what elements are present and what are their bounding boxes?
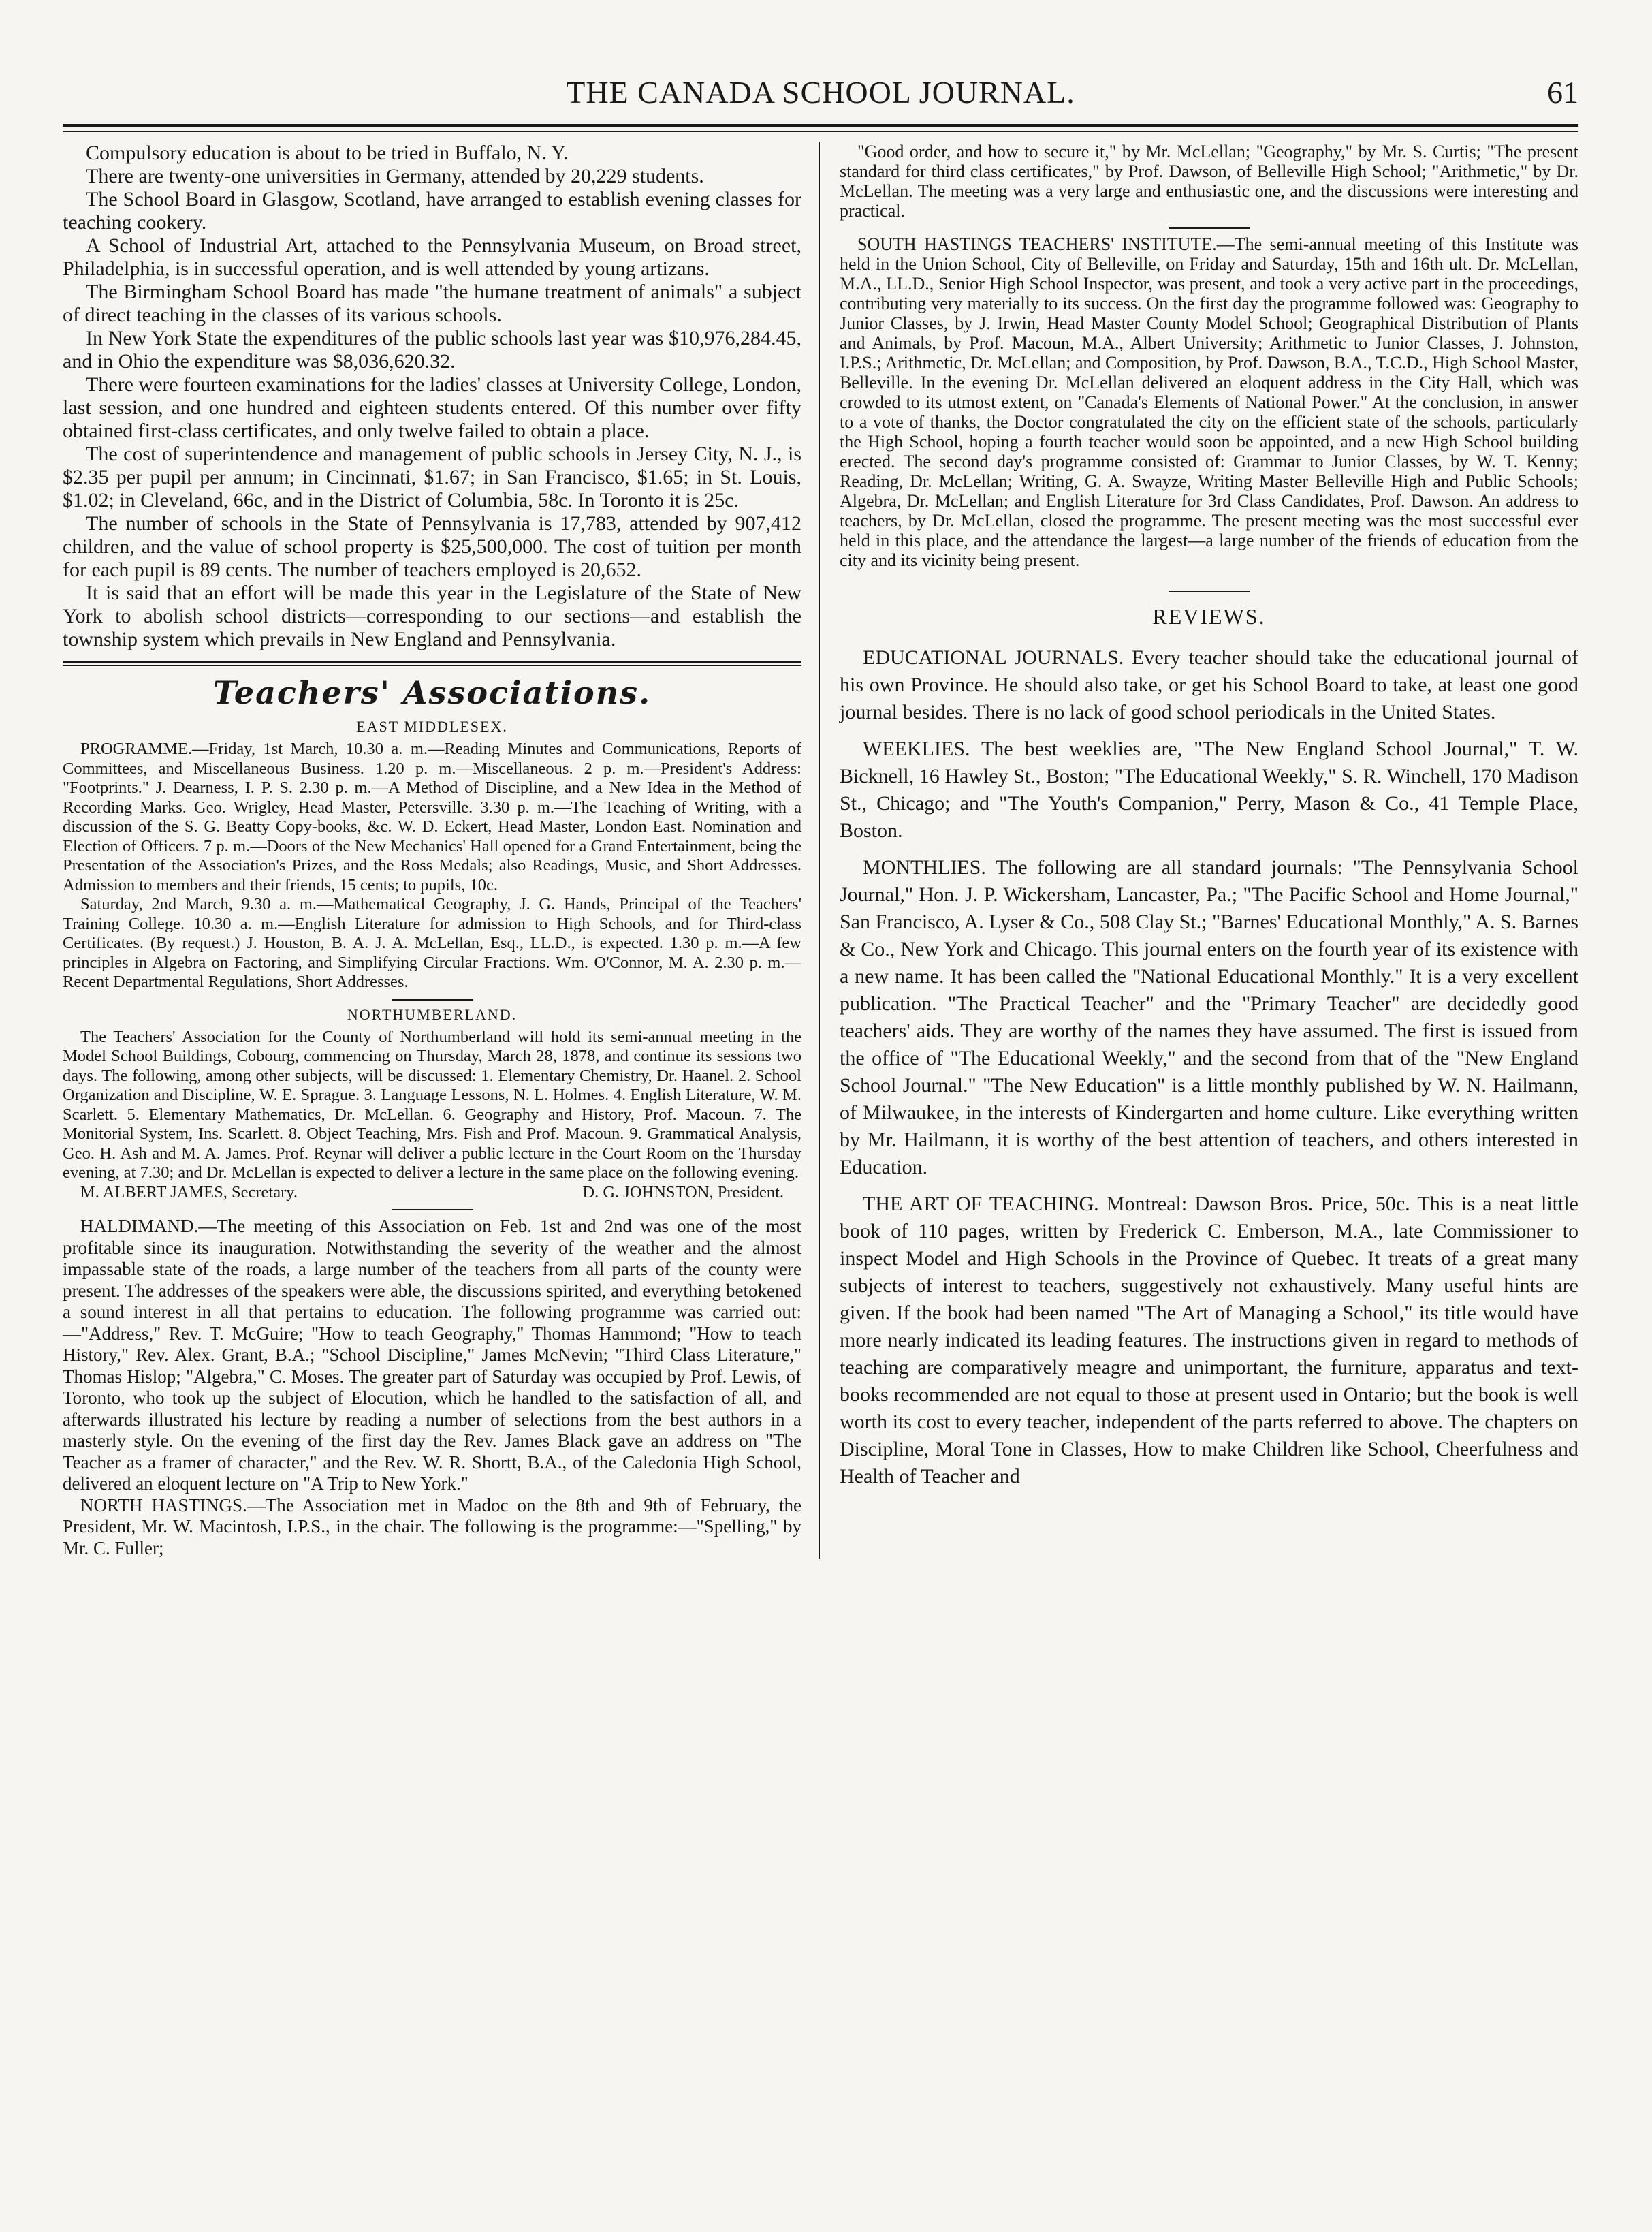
news-item: In New York State the expenditures of the public schools last year was $10,976,284.45, and in Ohio the expenditure was $8,036,620.32.	[63, 327, 801, 373]
subsection-heading: EAST MIDDLESEX.	[356, 718, 508, 735]
secretary-signature: M. ALBERT JAMES, Secretary.	[80, 1182, 298, 1201]
subsection-heading: NORTHUMBERLAND.	[347, 1005, 518, 1023]
short-rule	[1169, 591, 1250, 592]
news-item: The number of schools in the State of Pennsylvania is 17,783, attended by 907,412 children, and the value of school property is $25,500,000. The cost of tuition per month for each pupil is 89 cents. The number of teachers employed is 20,652.	[63, 512, 801, 581]
review-paragraph: THE ART OF TEACHING. Montreal: Dawson Bros. Price, 50c. This is a neat little book of 110 pages, written by Frederick C. Emberson, M.A., late Commissioner to inspect Model and High Schools in the Province of Quebec. It treats of a great many subjects of interest to teachers, suggestively not exhaustively. Many useful hints are given. If the book had been named "The Art of Managing a School," its title would have more nearly indicated its leading features. The instructions given in regard to methods of teaching are comparatively meagre and unimportant, the furniture, apparatus and text-books recommended are not equal to those at present used in Ontario; but the book is well worth its cost to every teacher, independent of the parts referred to above. The chapters on Discipline, Moral Tone in Classes, How to make Children like School, Cheerfulness and Health of Teacher and	[840, 1193, 1578, 1488]
column-divider	[819, 142, 820, 1559]
continued-paragraph: "Good order, and how to secure it," by Mr. McLellan; "Geography," by Mr. S. Curtis; "The present standard for third class certificates," by Prof. Dawson, of Belleville High School; "Arithmetic," by Dr. McLellan. The meeting was a very large and enthusiastic one, and the discussions were interesting and practical.	[840, 142, 1578, 221]
programme-paragraph: PROGRAMME.—Friday, 1st March, 10.30 a. m.—Reading Minutes and Communications, Reports of Committees, and Miscellaneous Business. 1.20 p. m.—Miscellaneous. 2 p. m.—President's Address: "Footprints." J. Dearness, I. P. S. 2.30 p. m.—A Method of Discipline, and a New Idea in the Method of Recording Marks. Geo. Wrigley, Head Master, Petersville. 3.30 p. m.—The Teaching of Writing, with a discussion of the S. G. Beatty Copy-books, &c. W. D. Eckert, Head Master, London East. Nomination and Election of Officers. 7 p. m.—Doors of the New Mechanics' Hall opened for a Grand Entertainment, being the Presentation of the Association's Prizes, and the Ross Medals; also Readings, Music, and Short Addresses. Admission to members and their friends, 15 cents; to pupils, 10c.	[63, 740, 801, 894]
programme-paragraph: Saturday, 2nd March, 9.30 a. m.—Mathematical Geography, J. G. Hands, Principal of the Teachers' Training College. 10.30 a. m.—English Literature for admission to High Schools, and for Third-class Certificates. (By request.) J. Houston, B. A. J. A. McLellan, Esq., LL.D., is expected. 1.30 p. m.—A few principles in Algebra on Factoring, and Simplifying Circular Fractions. Wm. O'Connor, M. A. 2.30 p. m.—Recent Departmental Regulations, Short Addresses.	[63, 895, 801, 991]
reviews-heading: REVIEWS.	[1152, 604, 1266, 629]
signature-line	[63, 1183, 801, 1203]
news-item: It is said that an effort will be made this year in the Legislature of the State of New York to abolish school districts—corresponding to our sections—and establish the township system which prevails in New England and Pennsylvania.	[63, 582, 801, 650]
short-rule	[392, 999, 473, 1001]
section-title: Teachers' Associations.	[212, 674, 652, 711]
notice-paragraph: The Teachers' Association for the County of Northumberland will hold its semi-annual meeting in the Model School Buildings, Cobourg, commencing on Thursday, March 28, 1878, and continue its sessions two days. The following, among other subjects, will be discussed: 1. Elementary Chemistry, Dr. Haanel. 2. School Organization and Discipline, W. E. Sprague. 3. Language Lessons, N. L. Holmes. 4. English Literature, W. M. Scarlett. 5. Elementary Mathematics, Dr. McLellan. 6. Geography and History, Prof. Macoun. 7. The Monitorial System, Ins. Scarlett. 8. Object Teaching, Mrs. Fish and Prof. Macoun. 9. Grammatical Analysis, Geo. H. Ash and M. A. James. Prof. Reynar will deliver a public lecture in the Court Room on the Thursday evening, at 7.30; and Dr. McLellan is expected to deliver a lecture in the same place on the following evening.	[63, 1027, 801, 1182]
section-rule	[63, 661, 801, 666]
news-item: The Birmingham School Board has made "the humane treatment of animals" a subject of direct teaching in the classes of its various schools.	[63, 281, 801, 326]
news-item: Compulsory education is about to be tried in Buffalo, N. Y.	[86, 142, 569, 164]
journal-page	[63, 65, 1578, 2163]
short-rule	[1169, 227, 1250, 229]
short-rule	[392, 1209, 473, 1210]
columns	[63, 142, 1578, 1559]
left-column	[63, 142, 801, 1559]
journal-title: THE CANADA SCHOOL JOURNAL.	[566, 75, 1075, 110]
news-item: The School Board in Glasgow, Scotland, have arranged to establish evening classes for teaching cookery.	[63, 188, 801, 234]
right-column	[840, 142, 1578, 1559]
news-item: There were fourteen examinations for the ladies' classes at University College, London, last session, and one hundred and eighteen students entered. Of this number over fifty obtained first-class certificates, and only twelve failed to obtain a place.	[63, 373, 801, 442]
news-item: There are twenty-one universities in Germany, attended by 20,229 students.	[86, 165, 704, 187]
review-paragraph: EDUCATIONAL JOURNALS. Every teacher should take the educational journal of his own Province. He should also take, or get his School Board to take, at least one good journal besides. There is no lack of good school periodicals in the United States.	[840, 646, 1578, 723]
north-hastings-paragraph: NORTH HASTINGS.—The Association met in Madoc on the 8th and 9th of February, the President, Mr. W. Macintosh, I.P.S., in the chair. The following is the programme:—"Spelling," by Mr. C. Fuller;	[63, 1494, 801, 1558]
news-item: The cost of superintendence and management of public schools in Jersey City, N. J., is $2.35 per pupil per annum; in Cincinnati, $1.67; in San Francisco, $1.65; in St. Louis, $1.02; in Cleveland, 66c, and in the District of Columbia, 58c. In Toronto it is 25c.	[63, 443, 801, 512]
page-header	[63, 65, 1578, 120]
president-signature: D. G. JOHNSTON, President.	[582, 1182, 784, 1201]
header-rule	[63, 124, 1578, 132]
haldimand-paragraph: HALDIMAND.—The meeting of this Association on Feb. 1st and 2nd was one of the most profitable since its inauguration. Notwithstanding the severity of the weather and the almost impassable state of the roads, a large number of the teachers from all parts of the county were present. The addresses of the speakers were able, the discussions spirited, and everything betokened a sound interest in all that pertains to education. The following programme was carried out:—"Address," Rev. T. McGuire; "How to teach Geography," Thomas Hammond; "How to teach History," Rev. Alex. Grant, B.A.; "School Discipline," James McNevin; "Third Class Literature," Thomas Hislop; "Algebra," C. Moses. The greater part of Saturday was occupied by Prof. Lewis, of Toronto, who took up the subject of Elocution, which he handled to the satisfaction of all, and afterwards illustrated his lecture by reading a number of selections from the best authors in a masterly style. On the evening of the first day the Rev. James Black gave an address on "The Teacher as a framer of character," and the Rev. W. R. Shortt, B.A., of the Caledonia High School, delivered an eloquent lecture on "A Trip to New York."	[63, 1216, 801, 1494]
review-paragraph: WEEKLIES. The best weeklies are, "The New England School Journal," T. W. Bicknell, 16 Hawley St., Boston; "The Educational Weekly," S. R. Winchell, 170 Madison St., Chicago; and "The Youth's Companion," Perry, Mason & Co., 41 Temple Place, Boston.	[840, 738, 1578, 842]
review-paragraph: MONTHLIES. The following are all standard journals: "The Pennsylvania School Journal," Hon. J. P. Wickersham, Lancaster, Pa.; "The Pacific School and Home Journal," San Francisco, A. Lyser & Co., 508 Clay St.; "Barnes' Educational Monthly," A. S. Barnes & Co., New York and Chicago. This journal enters on the fourth year of its existence with a new name. It has been called the "National Educational Monthly." It is a very excellent publication. "The Practical Teacher" and the "Primary Teacher" are decidedly good teachers' aids. They are worthy of the names they have assumed. The first is issued from the office of "The Educational Weekly," and the second from that of the "New England School Journal." "The New Education" is a little monthly published by W. N. Hailmann, of Milwaukee, in the interests of Kindergarten and home culture. Like everything written by Mr. Hailmann, it is worthy of the best attention of teachers, and others interested in Education.	[840, 856, 1578, 1178]
south-hastings-paragraph: SOUTH HASTINGS TEACHERS' INSTITUTE.—The semi-annual meeting of this Institute was held in the Union School, City of Belleville, on Friday and Saturday, 15th and 16th ult. Dr. McLellan, M.A., LL.D., Senior High School Inspector, was present, and took a very active part in the proceedings, contributing very materially to its success. On the first day the programme followed was: Geography to Junior Classes, by J. Irwin, Head Master County Model School; Geographical Distribution of Plants and Animals, by Prof. Macoun, M.A., Albert University; Arithmetic to Junior Classes, J. Johnston, I.P.S.; Arithmetic, Dr. McLellan; and Composition, by Prof. Dawson, B.A., T.C.D., High School Master, Belleville. In the evening Dr. McLellan delivered an eloquent address in the City Hall, which was crowded to its utmost extent, on "Canada's Elements of National Power." At the conclusion, in answer to a vote of thanks, the Doctor congratulated the city on the efficient state of the schools, particularly the High School, hoping a fourth teacher would soon be appointed, and a new High School building erected. The second day's programme consisted of: Grammar to Junior Classes, by W. T. Kenny; Reading, Dr. McLellan; Writing, G. A. Swayze, Writing Master Belleville High and Public Schools; Algebra, Dr. McLellan; and English Literature for 3rd Class Candidates, Prof. Dawson. An address to teachers, by Dr. McLellan, closed the programme. The present meeting was the most successful ever held in this place, and the attendance the largest—a large number of the friends of education from the city and its vicinity being present.	[840, 234, 1578, 570]
page-number: 61	[1547, 75, 1578, 110]
news-item: A School of Industrial Art, attached to the Pennsylvania Museum, on Broad street, Philadelphia, is in successful operation, and is well attended by young artizans.	[63, 234, 801, 280]
